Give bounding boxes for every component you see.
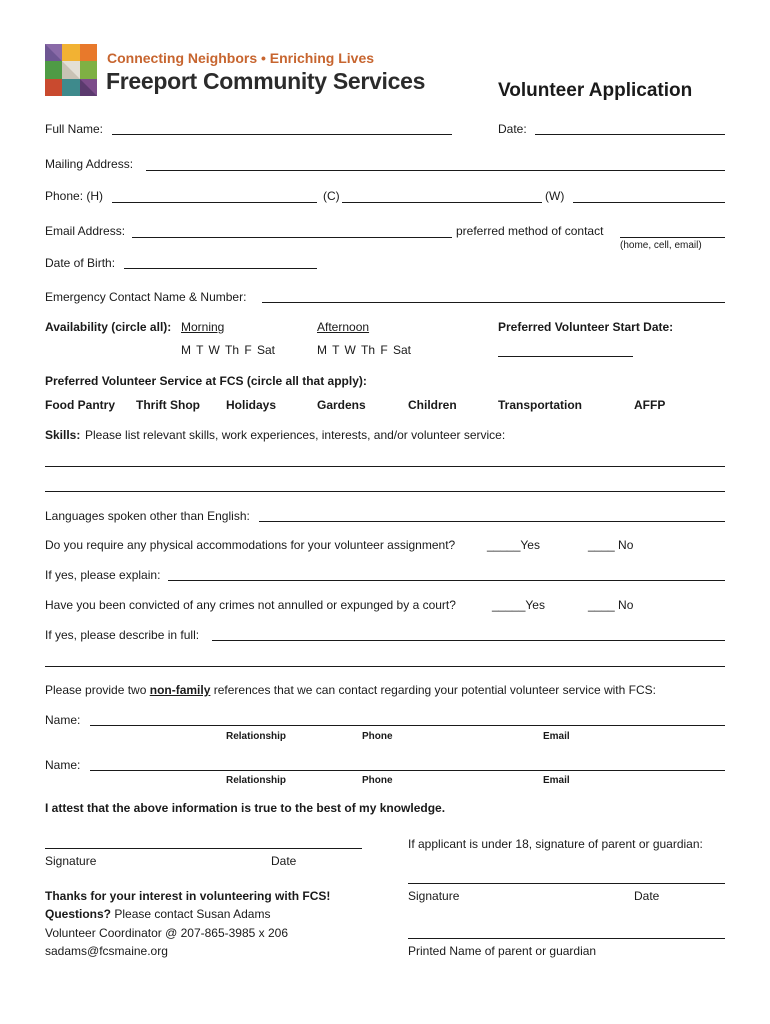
phone-home-field[interactable] <box>112 202 317 203</box>
languages-field[interactable] <box>259 521 725 522</box>
emergency-field[interactable] <box>262 302 725 303</box>
emergency-label: Emergency Contact Name & Number: <box>45 290 247 304</box>
service-food-pantry[interactable]: Food Pantry <box>45 398 116 412</box>
service-gardens[interactable]: Gardens <box>317 398 366 412</box>
applicant-date-label: Date <box>271 854 297 868</box>
references-intro-c: references that we can contact regarding your potential volunteer service with FCS: <box>213 683 656 697</box>
questions-line <box>45 907 270 921</box>
email-field[interactable] <box>132 237 452 238</box>
applicant-signature-label: Signature <box>45 854 97 868</box>
describe-line-2[interactable] <box>45 666 725 667</box>
reference1-field[interactable] <box>90 725 725 726</box>
service-label: Preferred Volunteer Service at FCS (circle all that apply): <box>45 374 367 388</box>
form-title: Volunteer Application <box>498 80 693 101</box>
thanks-text: Thanks for your interest in volunteering with FCS! <box>45 889 331 903</box>
skills-line-1[interactable] <box>45 466 725 467</box>
reference1-name-label: Name: <box>45 713 81 727</box>
date-field[interactable] <box>535 134 725 135</box>
questions-text: Please contact Susan Adams <box>114 907 271 921</box>
email-label: Email Address: <box>45 224 126 238</box>
phone-work-field[interactable] <box>573 202 725 203</box>
phone-cell-field[interactable] <box>342 202 542 203</box>
accommodations-no[interactable]: ____ No <box>588 538 634 552</box>
fcs-logo <box>45 44 97 96</box>
accommodations-question: Do you require any physical accommodations for your volunteer assignment? <box>45 538 456 552</box>
tagline: Connecting Neighbors • Enriching Lives <box>107 50 375 66</box>
service-holidays[interactable]: Holidays <box>226 398 277 412</box>
guardian-printed-name-label: Printed Name of parent or guardian <box>408 944 597 958</box>
reference2-phone-label: Phone <box>362 775 393 786</box>
availability-label: Availability (circle all): <box>45 320 172 334</box>
morning-days[interactable]: M T W Th F Sat <box>181 343 276 357</box>
references-intro <box>45 683 656 697</box>
crimes-yes[interactable]: _____Yes <box>492 598 545 612</box>
afternoon-label: Afternoon <box>317 320 370 334</box>
applicant-signature-field[interactable] <box>45 848 362 849</box>
start-date-label: Preferred Volunteer Start Date: <box>498 320 674 334</box>
service-affp[interactable]: AFFP <box>634 398 666 412</box>
morning-label: Morning <box>181 320 225 334</box>
minor-note: If applicant is under 18, signature of parent or guardian: <box>408 837 703 851</box>
dob-field[interactable] <box>124 268 317 269</box>
languages-label: Languages spoken other than English: <box>45 509 250 523</box>
reference2-email-label: Email <box>543 775 570 786</box>
reference1-email-label: Email <box>543 731 570 742</box>
date-label: Date: <box>498 122 527 136</box>
questions-label: Questions? <box>45 907 112 921</box>
dob-label: Date of Birth: <box>45 256 116 270</box>
crimes-no[interactable]: ____ No <box>588 598 634 612</box>
contact-options-hint: (home, cell, email) <box>620 240 702 251</box>
skills-line-2[interactable] <box>45 491 725 492</box>
full-name-label: Full Name: <box>45 122 104 136</box>
preferred-contact-field[interactable] <box>620 237 725 238</box>
references-intro-b: non-family <box>149 683 211 697</box>
reference2-name-label: Name: <box>45 758 81 772</box>
coordinator-text: Volunteer Coordinator @ 207-865-3985 x 206 <box>45 926 289 940</box>
mailing-label: Mailing Address: <box>45 157 134 171</box>
explain-label: If yes, please explain: <box>45 568 161 582</box>
references-intro-a: Please provide two <box>45 683 147 697</box>
start-date-field[interactable] <box>498 356 633 357</box>
attest-statement: I attest that the above information is true to the best of my knowledge. <box>45 801 446 815</box>
service-thrift-shop[interactable]: Thrift Shop <box>136 398 200 412</box>
describe-label: If yes, please describe in full: <box>45 628 200 642</box>
phone-home-label: Phone: (H) <box>45 189 104 203</box>
reference2-field[interactable] <box>90 770 725 771</box>
afternoon-days[interactable]: M T W Th F Sat <box>317 343 412 357</box>
reference2-relationship-label: Relationship <box>226 775 287 786</box>
skills-label: Skills: <box>45 428 81 442</box>
describe-field[interactable] <box>212 640 725 641</box>
service-children[interactable]: Children <box>408 398 457 412</box>
phone-work-label: (W) <box>545 189 565 203</box>
guardian-signature-field[interactable] <box>408 883 725 884</box>
full-name-field[interactable] <box>112 134 452 135</box>
reference1-phone-label: Phone <box>362 731 393 742</box>
accommodations-yes[interactable]: _____Yes <box>487 538 540 552</box>
reference1-relationship-label: Relationship <box>226 731 287 742</box>
contact-email[interactable]: sadams@fcsmaine.org <box>45 944 168 958</box>
guardian-date-label: Date <box>634 889 660 903</box>
mailing-field[interactable] <box>146 170 725 171</box>
service-transportation[interactable]: Transportation <box>498 398 583 412</box>
skills-prompt: Please list relevant skills, work experiences, interests, and/or volunteer service: <box>85 428 506 442</box>
preferred-contact-label: preferred method of contact <box>456 224 604 238</box>
guardian-signature-label: Signature <box>408 889 460 903</box>
crimes-question: Have you been convicted of any crimes not annulled or expunged by a court? <box>45 598 456 612</box>
explain-field[interactable] <box>168 580 725 581</box>
guardian-printed-name-field[interactable] <box>408 938 725 939</box>
org-name: Freeport Community Services <box>106 68 426 94</box>
phone-cell-label: (C) <box>323 189 340 203</box>
